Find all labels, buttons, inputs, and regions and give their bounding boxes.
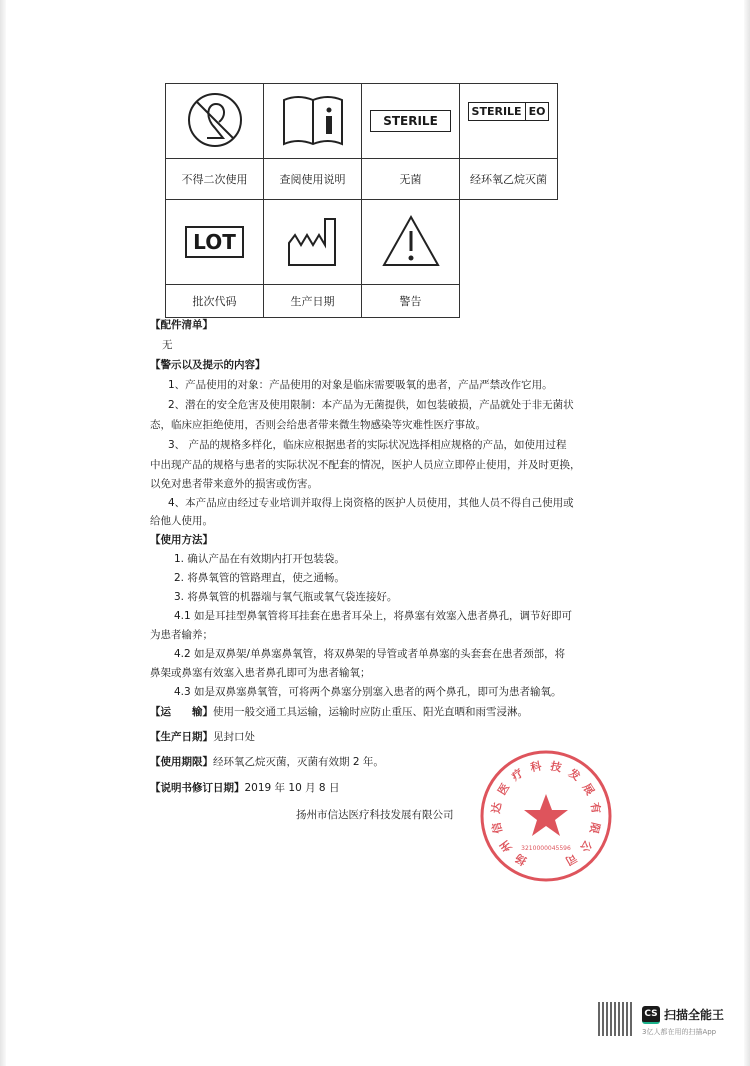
- stamp-glyph: 发: [566, 766, 583, 784]
- warning-line: 态，临床应拒绝使用，否则会给患者带来微生物感染等灾难性医疗事故。: [150, 419, 486, 431]
- usage-line: 2. 将鼻氧管的管路理直，使之通畅。: [174, 572, 345, 584]
- stamp-star-icon: [524, 794, 568, 836]
- camscanner-logo-icon: CS: [642, 1006, 660, 1024]
- company-name: 扬州市信达医疗科技发展有限公司: [296, 809, 454, 821]
- stamp-glyph: 医: [495, 781, 513, 798]
- page-edge-right: [744, 0, 750, 1066]
- empty-cell: [460, 285, 558, 318]
- warning-line: 2、潜在的安全危害及使用限制：本产品为无菌提供，如包装破损，产品就处于非无菌状: [168, 399, 574, 411]
- warning-line: 给他人使用。: [150, 515, 213, 527]
- page-edge-left: [0, 0, 6, 1066]
- accessories-text: 无: [162, 339, 173, 351]
- stamp-glyph: 有: [588, 801, 603, 815]
- symbol-label: 无菌: [362, 159, 460, 200]
- sterile-icon: STERILE: [362, 84, 460, 159]
- company-seal-stamp: [478, 748, 614, 884]
- warning-line: 以免对患者带来意外的损害或伤害。: [150, 478, 318, 490]
- warnings-heading: 【警示以及提示的内容】: [150, 359, 266, 371]
- shelf-life-row: 【使用期限】经环氧乙烷灭菌，灭菌有效期 2 年。: [150, 756, 384, 768]
- stamp-glyph: 达: [489, 801, 504, 815]
- warning-line: 1、产品使用的对象：产品使用的对象是临床需要吸氧的患者，产品严禁改作它用。: [168, 379, 553, 391]
- consult-instructions-icon: [264, 84, 362, 159]
- usage-line: 鼻架或鼻塞有效塞入患者鼻孔即可为患者输氧；: [150, 667, 371, 679]
- stamp-glyph: 信: [489, 821, 506, 835]
- usage-heading: 【使用方法】: [150, 534, 213, 546]
- symbol-label: 经环氧乙烷灭菌: [460, 159, 558, 200]
- usage-line: 4.3 如是双鼻塞鼻氧管，可将两个鼻塞分别塞入患者的两个鼻孔，即可为患者输氧。: [174, 686, 562, 698]
- stamp-glyph: 扬: [512, 850, 530, 868]
- usage-line: 4.2 如是双鼻架/单鼻塞鼻氧管，将双鼻架的导管或者单鼻塞的头套套在患者颈部，将: [174, 648, 566, 660]
- symbol-label: 生产日期: [264, 285, 362, 318]
- empty-cell: [460, 200, 558, 285]
- sterile-eo-icon: STERILE EO: [460, 84, 558, 159]
- usage-line: 1. 确认产品在有效期内打开包装袋。: [174, 553, 345, 565]
- revision-date-row: 【说明书修订日期】2019 年 10 月 8 日: [150, 782, 340, 794]
- symbol-label: 批次代码: [166, 285, 264, 318]
- production-date-row: 【生产日期】见封口处: [150, 731, 255, 743]
- stamp-glyph: 展: [579, 781, 597, 798]
- warning-line: 中出现产品的规格与患者的实际状况不配套的情况，医护人员应立即停止使用，并及时更换，: [150, 459, 581, 471]
- symbol-label: 查阅使用说明: [264, 159, 362, 200]
- manufacture-date-icon: [264, 200, 362, 285]
- warning-line: 4、本产品应由经过专业培训并取得上岗资格的医护人员使用，其他人员不得自己使用或: [168, 497, 574, 509]
- qr-code-icon: [598, 1002, 632, 1036]
- stamp-glyph: 限: [586, 821, 603, 835]
- scanner-subtitle: 3亿人都在用的扫描App: [642, 1028, 717, 1036]
- warning-icon: [362, 200, 460, 285]
- camscanner-watermark: [598, 1000, 748, 1044]
- accessories-heading: 【配件清单】: [150, 319, 213, 331]
- stamp-glyph: 州: [497, 837, 515, 855]
- stamp-number: 3210000045596: [521, 845, 571, 852]
- usage-line: 为患者输养；: [150, 629, 213, 641]
- stamp-glyph: 司: [562, 850, 580, 868]
- usage-line: 4.1 如是耳挂型鼻氧管将耳挂套在患者耳朵上，将鼻塞有效塞入患者鼻孔，调节好即可: [174, 610, 573, 622]
- symbol-label: 不得二次使用: [166, 159, 264, 200]
- lot-icon: LOT: [166, 200, 264, 285]
- stamp-glyph: 科: [529, 759, 543, 775]
- warning-line: 3、 产品的规格多样化，临床应根据患者的实际状况选择相应规格的产品，如使用过程: [168, 439, 567, 451]
- stamp-glyph: 技: [549, 759, 563, 775]
- symbol-label: 警告: [362, 285, 460, 318]
- stamp-glyph: 疗: [509, 766, 526, 784]
- transport-row: 【运 输】使用一般交通工具运输，运输时应防止重压、阳光直晒和雨雪浸淋。: [150, 706, 528, 718]
- symbol-table: [165, 83, 558, 318]
- usage-line: 3. 将鼻氧管的机器端与氧气瓶或氧气袋连接好。: [174, 591, 398, 603]
- stamp-glyph: 公: [577, 837, 595, 855]
- scanner-name: 扫描全能王: [664, 1008, 725, 1022]
- do-not-reuse-icon: [166, 84, 264, 159]
